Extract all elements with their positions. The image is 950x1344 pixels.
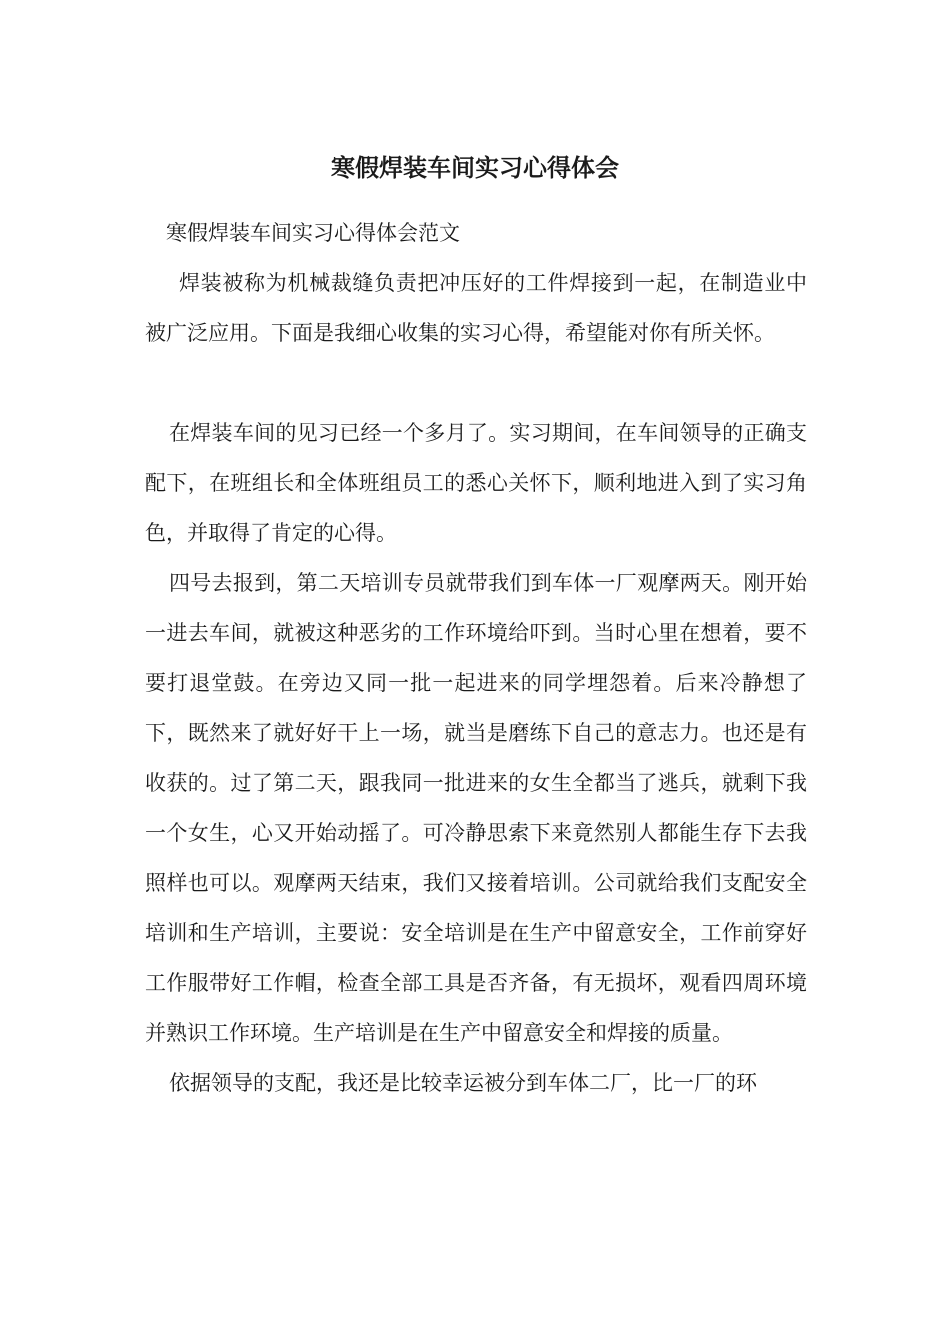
paragraph-internship-overview: 在焊装车间的见习已经一个多月了。实习期间，在车间领导的正确支配下，在班组长和全体班组员工的悉心关怀下，顺利地进入到了实习角色，并取得了肯定的心得。: [145, 421, 807, 545]
paragraph-assignment: 依据领导的支配，我还是比较幸运被分到车体二厂，比一厂的环: [169, 1071, 757, 1095]
document-body: [145, 208, 807, 1108]
document-title: 寒假焊装车间实习心得体会: [331, 153, 619, 182]
paragraph-first-days: 四号去报到，第二天培训专员就带我们到车体一厂观摩两天。刚开始一进去车间，就被这种恶劣的工作环境给吓到。当时心里在想着，要不要打退堂鼓。在旁边又同一批一起进来的同学埋怨着。后来冷静想了下，既然来了就好好干上一场，就当是磨练下自己的意志力。也还是有收获的。过了第二天，跟我同一批进来的女生全都当了逃兵，就剩下我一个女生，心又开始动摇了。可冷静思索下来竟然别人都能生存下去我照样也可以。观摩两天结束，我们又接着培训。公司就给我们支配安全培训和生产培训，主要说：安全培训是在生产中留意安全，工作前穿好工作服带好工作帽，检查全部工具是否齐备，有无损坏，观看四周环境并熟识工作环境。生产培训是在生产中留意安全和焊接的质量。: [145, 571, 807, 1045]
document-subtitle: 寒假焊装车间实习心得体会范文: [166, 221, 460, 245]
paragraph-intro: 焊装被称为机械裁缝负责把冲压好的工件焊接到一起，在制造业中被广泛应用。下面是我细心收集的实习心得，希望能对你有所关怀。: [145, 271, 807, 345]
paragraph-spacer: [145, 358, 807, 408]
